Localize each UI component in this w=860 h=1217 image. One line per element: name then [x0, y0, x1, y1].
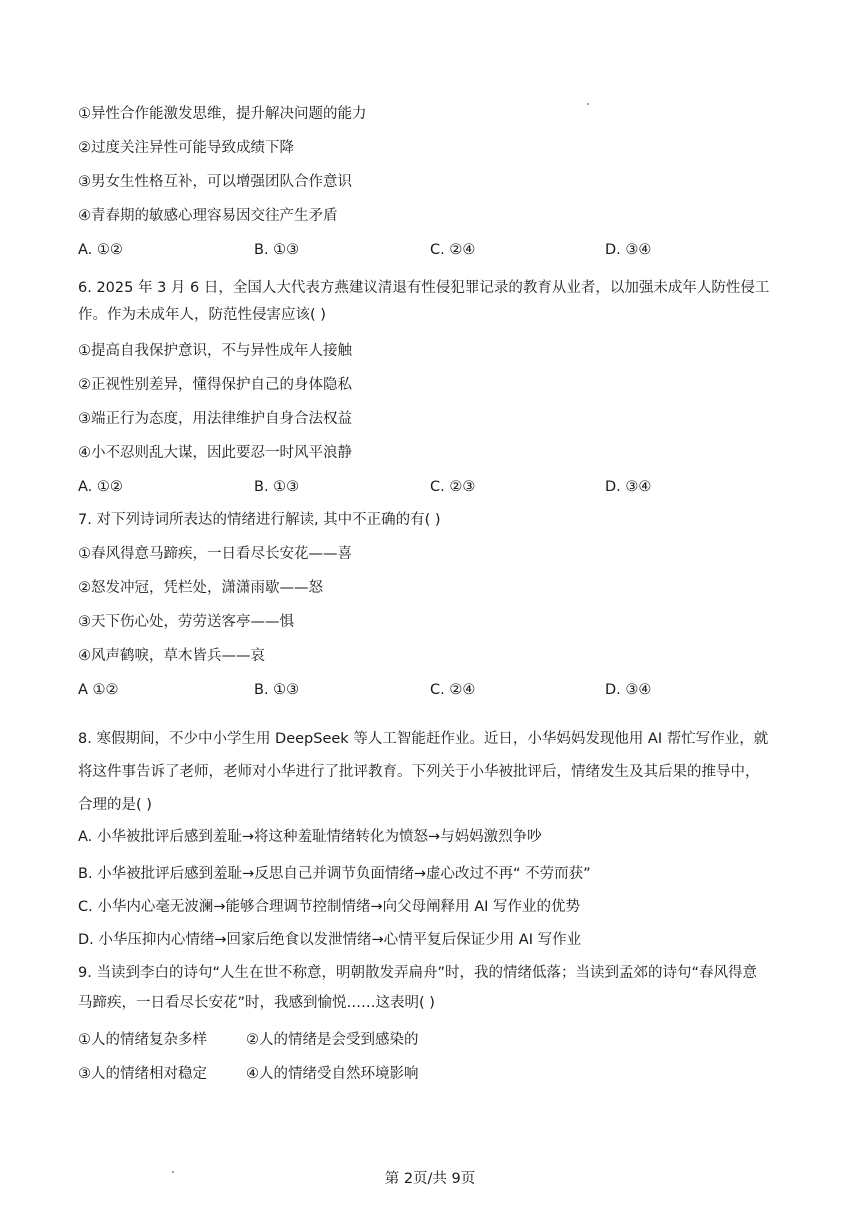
q9-item-3: ③人的情绪相对稳定 [78, 1066, 207, 1082]
q5-options [78, 240, 778, 260]
q6-option-b[interactable]: B. ①③ [254, 479, 300, 495]
q8-option-d[interactable]: D. 小华压抑内心情绪→回家后绝食以发泄情绪→心情平复后保证少用 AI 写作业 [78, 932, 582, 948]
q5-item-3: ③男女生性格互补，可以增强团队合作意识 [78, 174, 352, 190]
q7-item-3: ③天下伤心处，劳劳送客亭——惧 [78, 614, 294, 630]
q8-stem-line-1: 8. 寒假期间，不少中小学生用 DeepSeek 等人工智能赶作业。近日，小华妈妈发现他用 AI 帮忙写作业，就 [78, 731, 769, 747]
q9-stem-line-2: 马蹄疾，一日看尽长安花”时，我感到愉悦……这表明( ) [78, 995, 435, 1011]
q8-option-b[interactable]: B. 小华被批评后感到羞耻→反思自己并调节负面情绪→虚心改过不再“ 不劳而获” [78, 866, 591, 882]
q5-item-2: ②过度关注异性可能导致成绩下降 [78, 140, 294, 156]
q6-item-3: ③端正行为态度，用法律维护自身合法权益 [78, 411, 352, 427]
q7-item-1: ①春风得意马蹄疾，一日看尽长安花——喜 [78, 546, 352, 562]
q5-item-4: ④青春期的敏感心理容易因交往产生矛盾 [78, 208, 338, 224]
q9-items-row-1 [78, 1030, 778, 1050]
q7-item-2: ②怒发冲冠，凭栏处，潇潇雨歇——怒 [78, 580, 323, 596]
q9-items-row-2 [78, 1064, 778, 1084]
q7-options [78, 680, 778, 700]
q8-stem-line-3: 合理的是( ) [78, 797, 152, 813]
q9-stem-line-1: 9. 当读到李白的诗句“人生在世不称意，明朝散发弄扁舟”时，我的情绪低落；当读到孟郊的诗句“春风得意 [78, 965, 757, 981]
page-number: 第 2页/共 9页 [384, 1171, 476, 1187]
q7-option-d[interactable]: D. ③④ [605, 682, 652, 698]
q7-stem: 7. 对下列诗词所表达的情绪进行解读, 其中不正确的有( ) [78, 512, 441, 528]
q6-option-a[interactable]: A. ①② [78, 479, 123, 495]
q5-option-b[interactable]: B. ①③ [254, 242, 300, 258]
q9-item-1: ①人的情绪复杂多样 [78, 1032, 207, 1048]
q6-options [78, 477, 778, 497]
q6-item-1: ①提高自我保护意识，不与异性成年人接触 [78, 343, 352, 359]
q6-item-2: ②正视性别差异，懂得保护自己的身体隐私 [78, 377, 352, 393]
q6-stem-line-2: 作。作为未成年人，防范性侵害应该( ) [78, 307, 326, 323]
q6-option-d[interactable]: D. ③④ [605, 479, 652, 495]
q6-item-4: ④小不忍则乱大谋，因此要忍一时风平浪静 [78, 445, 352, 461]
q6-option-c[interactable]: C. ②③ [430, 479, 476, 495]
q6-stem-line-1: 6. 2025 年 3 月 6 日，全国人大代表方燕建议清退有性侵犯罪记录的教育从业者，以加强未成年人防性侵工 [78, 280, 770, 296]
q9-item-4: ④人的情绪受自然环境影响 [246, 1066, 419, 1082]
q7-option-b[interactable]: B. ①③ [254, 682, 300, 698]
q8-option-a[interactable]: A. 小华被批评后感到羞耻→将这种羞耻情绪转化为愤怒→与妈妈激烈争吵 [78, 829, 542, 845]
q8-stem-line-2: 将这件事告诉了老师，老师对小华进行了批评教育。下列关于小华被批评后，情绪发生及其后果的推导中， [78, 764, 760, 780]
q7-item-4: ④风声鹤唳，草木皆兵——哀 [78, 648, 265, 664]
q5-item-1: ①异性合作能激发思维，提升解决问题的能力 [78, 106, 367, 122]
q8-option-c[interactable]: C. 小华内心毫无波澜→能够合理调节控制情绪→向父母阐释用 AI 写作业的优势 [78, 899, 581, 915]
q7-option-a[interactable]: A ①② [78, 682, 119, 698]
scan-mark [587, 103, 589, 105]
q9-item-2: ②人的情绪是会受到感染的 [246, 1032, 419, 1048]
q5-option-c[interactable]: C. ②④ [430, 242, 476, 258]
q5-option-a[interactable]: A. ①② [78, 242, 123, 258]
q5-option-d[interactable]: D. ③④ [605, 242, 652, 258]
q7-option-c[interactable]: C. ②④ [430, 682, 476, 698]
